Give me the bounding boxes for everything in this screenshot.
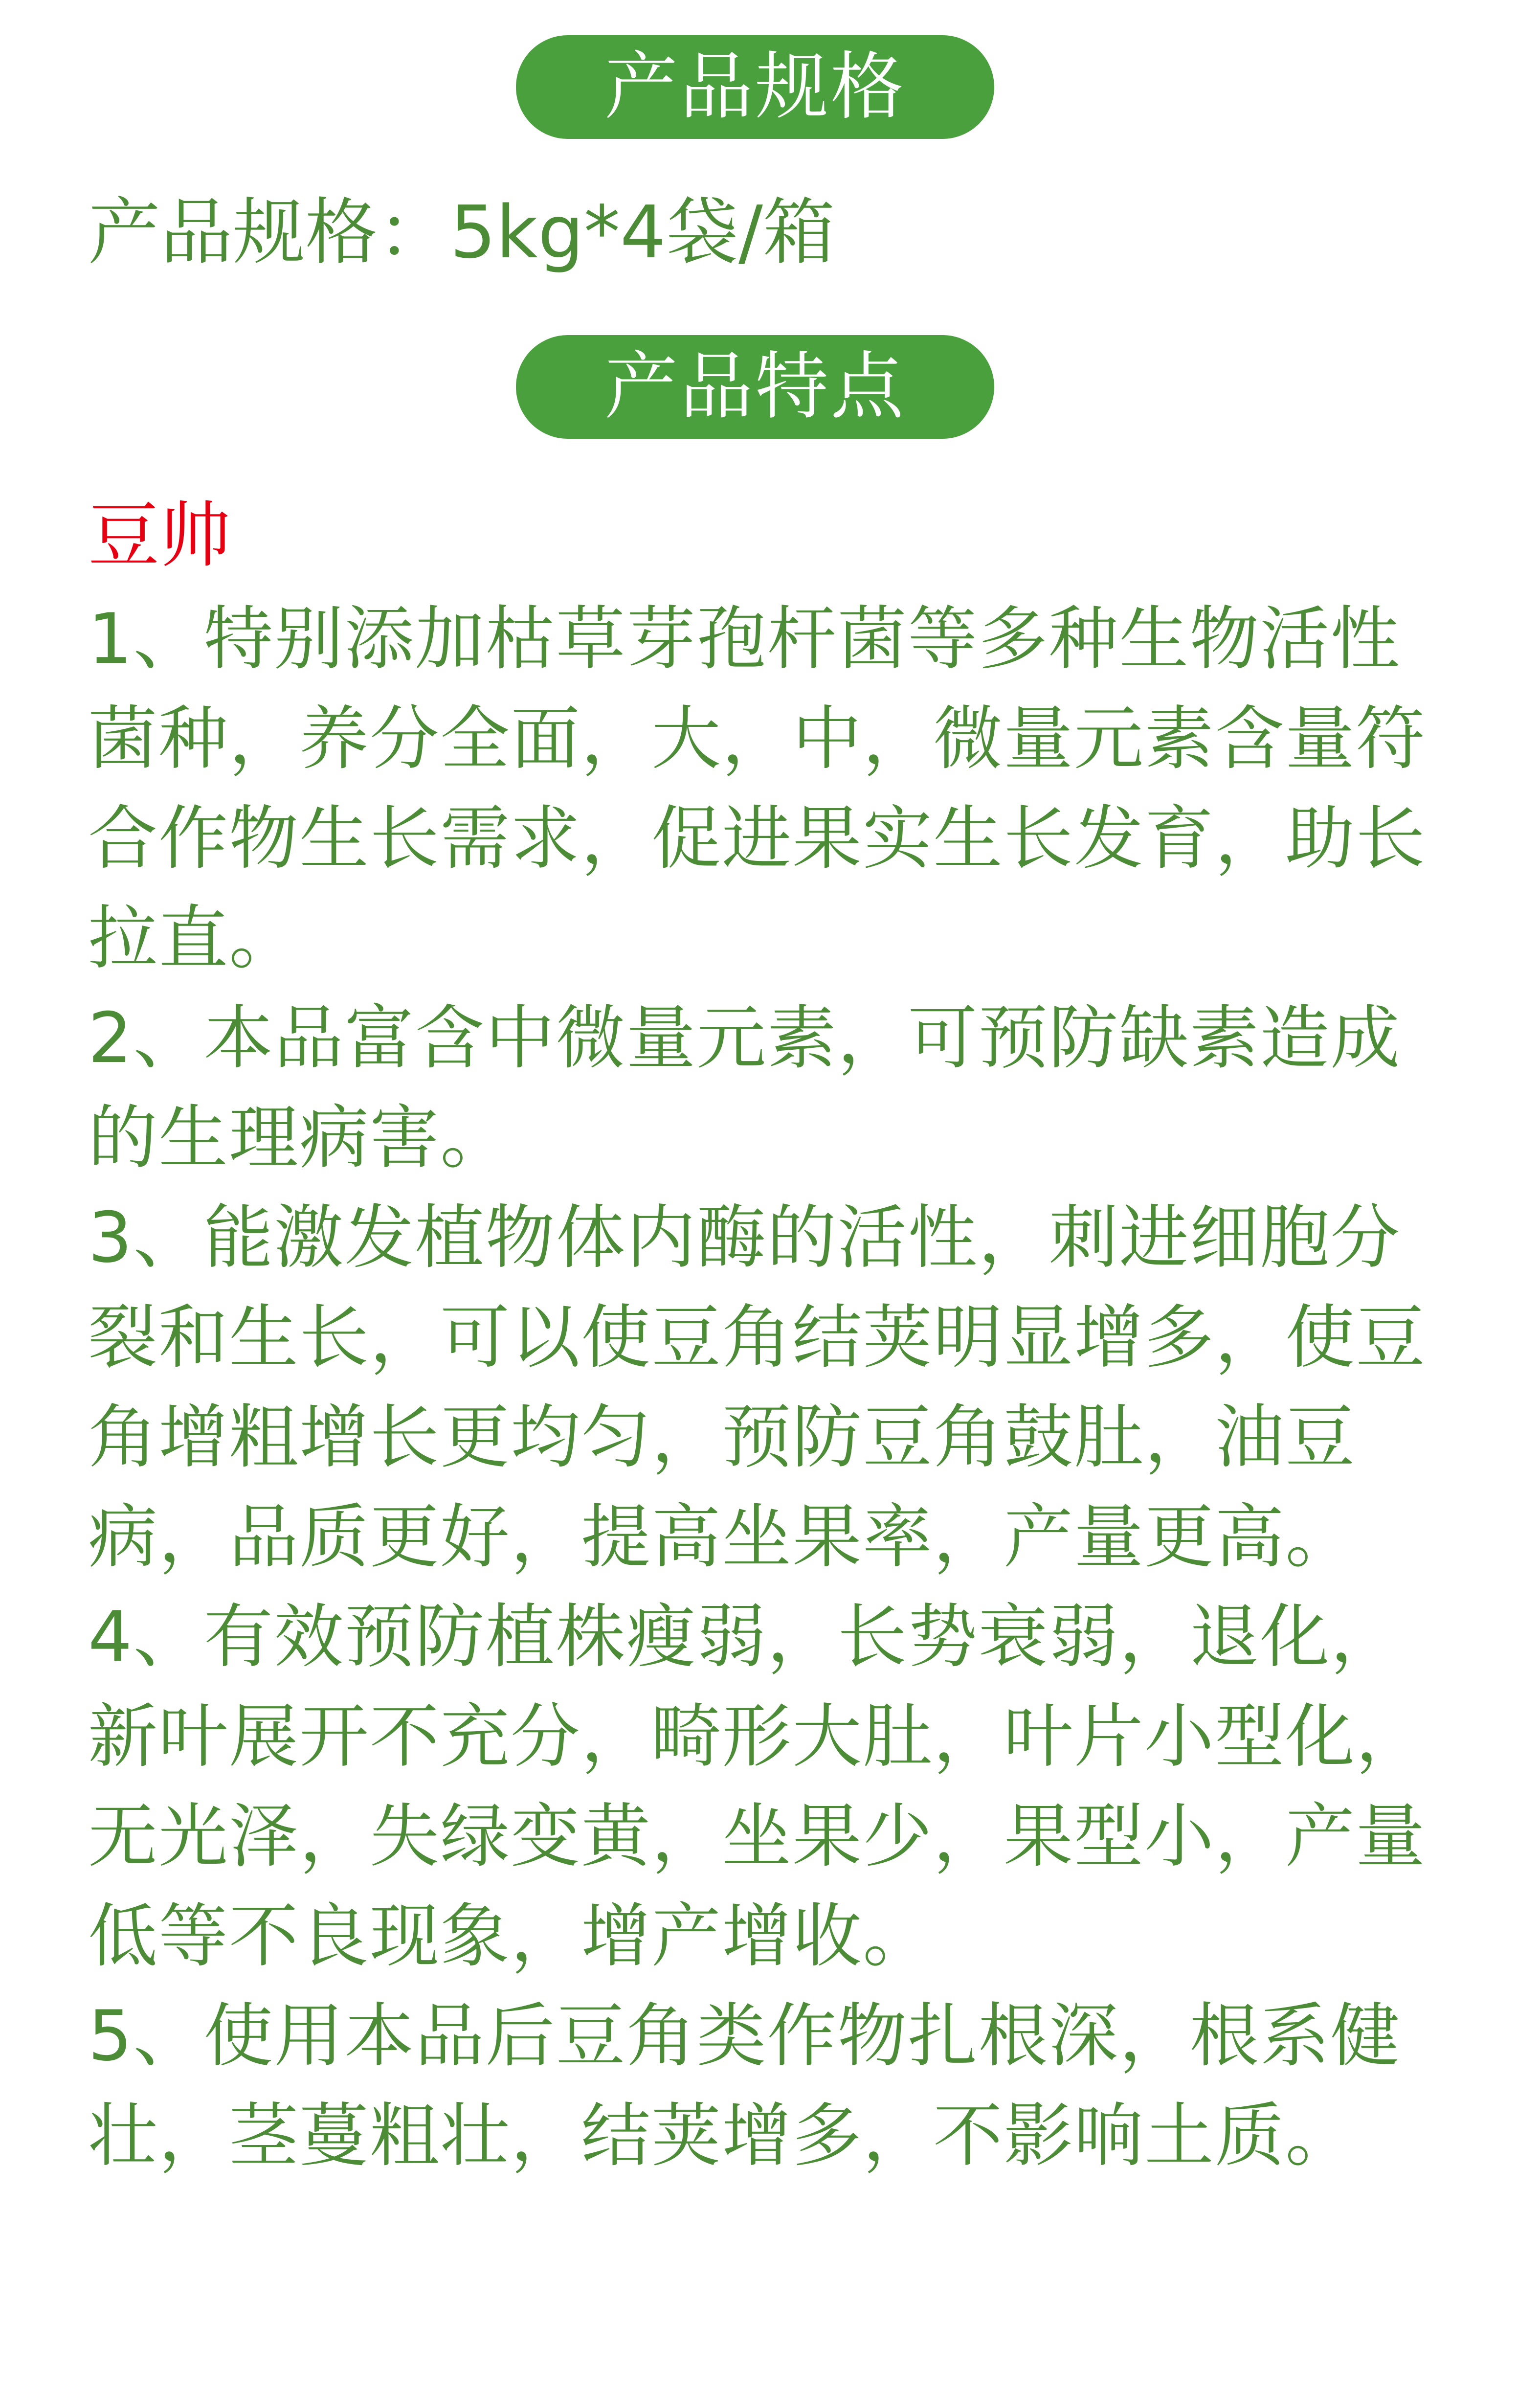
spec-line: 产品规格：5kg*4袋/箱	[88, 190, 835, 274]
features-section-heading: 产品特点	[516, 335, 994, 439]
feature-item-5: 5、使用本品后豆角类作物扎根深，根系健壮，茎蔓粗壮，结荚增多，不影响土质。	[88, 1996, 1401, 2176]
spec-section-heading: 产品规格	[516, 35, 994, 139]
product-name: 豆帅	[88, 494, 231, 577]
feature-item-2: 2、本品富含中微量元素，可预防缺素造成的生理病害。	[88, 998, 1401, 1178]
feature-item-1: 1、特别添加枯草芽孢杆菌等多种生物活性菌种，养分全面，大，中，微量元素含量符合作物生长需求，促进果实生长发育，助长拉直。	[88, 599, 1426, 979]
feature-item-3: 3、能激发植物体内酶的活性，刺进细胞分裂和生长，可以使豆角结荚明显增多，使豆角增粗增长更均匀，预防豆角鼓肚，油豆病，品质更好，提高坐果率，产量更高。	[88, 1197, 1426, 1578]
feature-list	[88, 589, 1467, 2186]
feature-item-4: 4、有效预防植株瘦弱，长势衰弱，退化，新叶展开不充分，畸形大肚，叶片小型化，无光泽，失绿变黄，坐果少，果型小，产量低等不良现象，增产增收。	[88, 1597, 1426, 1977]
